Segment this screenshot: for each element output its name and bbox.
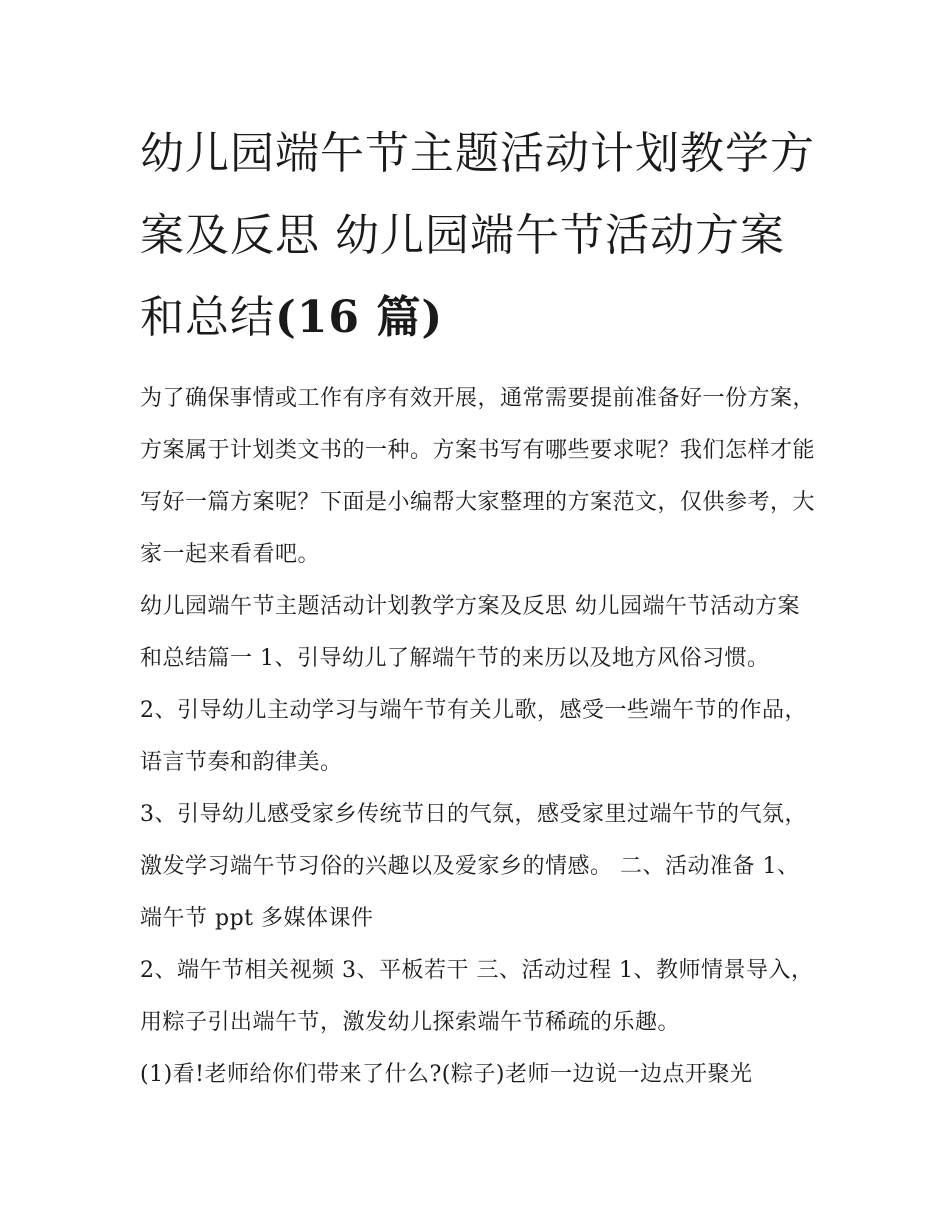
- document-body: [140, 113, 820, 1101]
- activity-process-paragraph: (1)看!老师给你们带来了什么?(粽子)老师一边说一边点开聚光: [140, 1062, 753, 1087]
- intro-paragraph: 为了确保事情或工作有序有效开展，通常需要提前准备好一份方案，方案属于计划类文书的一种。方案书写有哪些要求呢？我们怎样才能写好一篇方案呢？下面是小编帮大家整理的方案范文，仅供参考，大家一起来看看吧。: [140, 386, 816, 567]
- document-title: [140, 113, 820, 359]
- goal-three-paragraph: 3、引导幼儿感受家乡传统节日的气氛，感受家里过端午节的气氛，激发学习端午节习俗的兴趣以及爱家乡的情感。 二、活动准备 1、端午节 ppt 多媒体课件: [140, 802, 807, 931]
- goal-two-paragraph: 2、引导幼儿主动学习与端午节有关儿歌，感受一些端午节的作品，语言节奏和韵律美。: [140, 698, 807, 775]
- document-title-count: (16 篇): [275, 292, 444, 343]
- preparation-paragraph: 2、端午节相关视频 3、平板若干 三、活动过程 1、教师情景导入，用粽子引出端午节，激发幼儿探索端午节稀疏的乐趣。: [140, 958, 814, 1035]
- document-title-main: 幼儿园端午节主题活动计划教学方案及反思 幼儿园端午节活动方案和总结: [140, 128, 815, 343]
- section-one-heading-paragraph: 幼儿园端午节主题活动计划教学方案及反思 幼儿园端午节活动方案和总结篇一 1、引导幼儿了解端午节的来历以及地方风俗习惯。: [140, 594, 800, 671]
